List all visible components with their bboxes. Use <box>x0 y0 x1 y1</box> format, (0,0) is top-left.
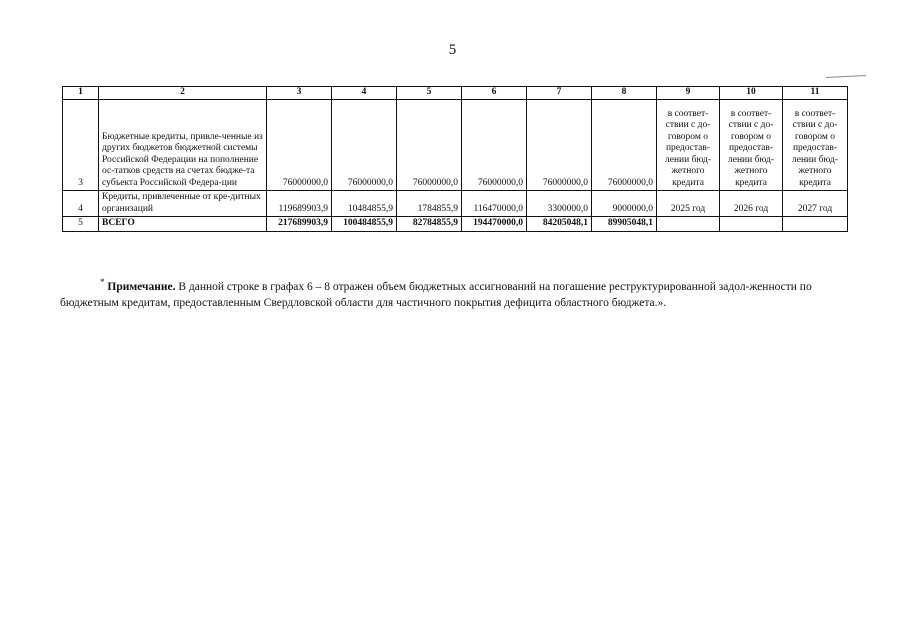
row-index: 4 <box>63 191 99 217</box>
column-header: 5 <box>397 87 462 100</box>
value-cell: 9000000,0 <box>592 191 657 217</box>
value-cell: 76000000,0 <box>462 100 527 191</box>
page-number: 5 <box>448 42 457 58</box>
total-cell: 100484855,9 <box>332 217 397 232</box>
value-cell: 76000000,0 <box>592 100 657 191</box>
term-cell: в соответ-ствии с до-говором о предостав-лении бюд-жетного кредита <box>720 100 783 191</box>
value-cell: 119689903,9 <box>267 191 332 217</box>
total-cell: 82784855,9 <box>397 217 462 232</box>
term-cell <box>720 217 783 232</box>
row-name: Бюджетные кредиты, привле-ченные из других бюджетов бюджетной системы Российской Федерации на пополнение ос-татков средств на счетах бюдже-та субъекта Российской Федера-ции <box>99 100 267 191</box>
budget-table <box>62 86 848 232</box>
footnote-mark: * <box>100 276 105 287</box>
total-cell: 84205048,1 <box>527 217 592 232</box>
term-cell: в соответ-ствии с до-говором о предостав-лении бюд-жетного кредита <box>783 100 848 191</box>
term-cell: в соответ-ствии с до-говором о предостав-лении бюд-жетного кредита <box>657 100 720 191</box>
column-header: 10 <box>720 87 783 100</box>
table-header-row <box>63 87 848 100</box>
term-cell: 2026 год <box>720 191 783 217</box>
footnote-text: В данной строке в графах 6 – 8 отражен объем бюджетных ассигнований на погашение реструктурированной задол-женности по бюджетным кредитам, предоставленным Свердловской области для частичного покрытия дефицита областного бюджета.». <box>60 280 812 310</box>
column-header: 4 <box>332 87 397 100</box>
value-cell: 3300000,0 <box>527 191 592 217</box>
column-header: 7 <box>527 87 592 100</box>
term-cell <box>783 217 848 232</box>
column-header: 1 <box>63 87 99 100</box>
total-cell: 89905048,1 <box>592 217 657 232</box>
total-cell: 217689903,9 <box>267 217 332 232</box>
term-cell <box>657 217 720 232</box>
table-row <box>63 100 848 191</box>
term-cell: 2027 год <box>783 191 848 217</box>
corner-mark <box>826 75 866 82</box>
row-name: Кредиты, привлеченные от кре-дитных организаций <box>99 191 267 217</box>
row-name: ВСЕГО <box>99 217 267 232</box>
row-index: 5 <box>63 217 99 232</box>
value-cell: 76000000,0 <box>267 100 332 191</box>
table-row <box>63 191 848 217</box>
column-header: 9 <box>657 87 720 100</box>
column-header: 11 <box>783 87 848 100</box>
term-cell: 2025 год <box>657 191 720 217</box>
value-cell: 76000000,0 <box>397 100 462 191</box>
total-cell: 194470000,0 <box>462 217 527 232</box>
column-header: 2 <box>99 87 267 100</box>
row-index: 3 <box>63 100 99 191</box>
column-header: 3 <box>267 87 332 100</box>
column-header: 8 <box>592 87 657 100</box>
footnote <box>60 274 850 313</box>
value-cell: 1784855,9 <box>397 191 462 217</box>
value-cell: 76000000,0 <box>332 100 397 191</box>
value-cell: 116470000,0 <box>462 191 527 217</box>
table-row-total <box>63 217 848 232</box>
footnote-title: Примечание. <box>107 280 176 293</box>
value-cell: 10484855,9 <box>332 191 397 217</box>
value-cell: 76000000,0 <box>527 100 592 191</box>
column-header: 6 <box>462 87 527 100</box>
